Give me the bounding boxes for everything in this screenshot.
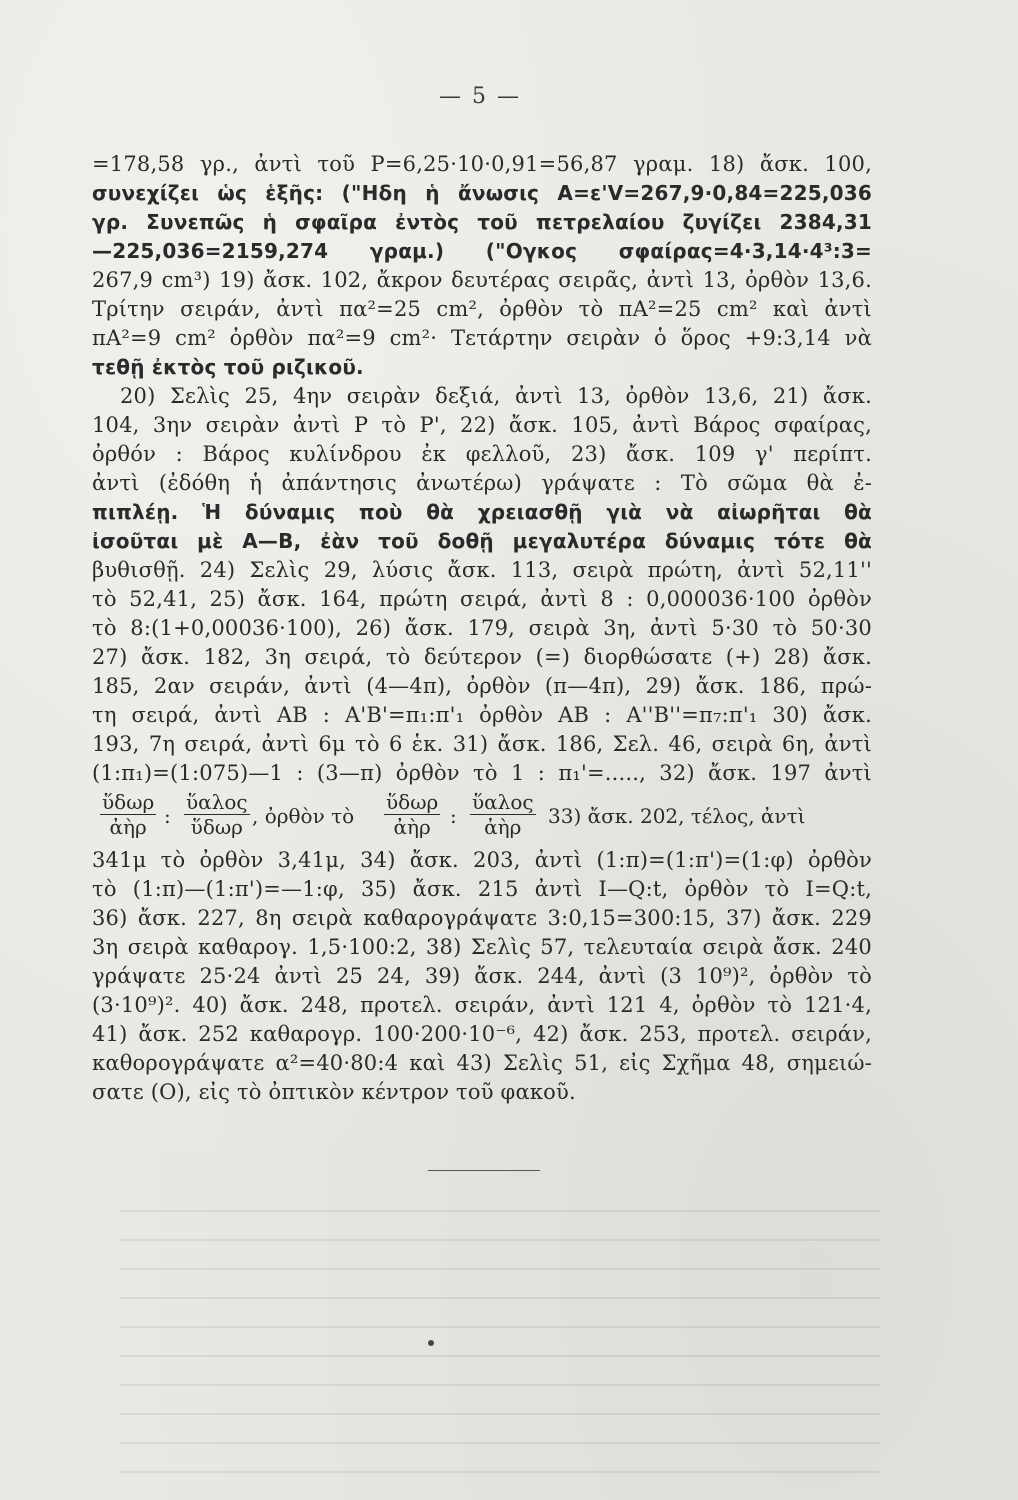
text-line: ὀρθόν : Βάρος κυλίνδρου ἐκ φελλοῦ, 23) ἄσκ. 109 γ' περίπτ. [92, 442, 872, 466]
text-line: 27) ἄσκ. 182, 3η σειρά, τὸ δεύτερον (=) διορθώσατε (+) 28) ἄσκ. [92, 645, 872, 669]
text-line: —225,036=2159,274 γραμ.) ("Ογκος σφαίρας=4·3,14·4³:3= [92, 239, 872, 263]
fraction-numerator: ὕαλος [186, 790, 248, 814]
text-line: 341μ τὸ ὀρθὸν 3,41μ, 34) ἄσκ. 203, ἀντὶ (1:π)=(1:π')=(1:φ) ὀρθὸν [92, 848, 872, 872]
text-line: ἀντὶ (ἐδόθη ἡ ἀπάντησις ἀνωτέρω) γράψατε : Τὸ σῶμα θὰ ἐ- [92, 471, 872, 495]
text-line: τὸ (1:π)—(1:π')=—1:φ, 35) ἄσκ. 215 ἀντὶ Ι—Q:t, ὀρθὸν τὸ Ι=Q:t, [92, 877, 872, 901]
text-line: συνεχίζει ὡς ἑξῆς: ("Ηδη ἡ ἄνωσις Α=ε'V=267,9·0,84=225,036 [92, 181, 872, 205]
fraction-numerator: ὕδωρ [386, 790, 439, 814]
fraction-numerator: ὕδωρ [102, 790, 155, 814]
show-through-bleed [120, 1210, 880, 1500]
page-number: — 5 — [439, 84, 521, 109]
section-divider [428, 1170, 540, 1171]
fraction-colon: : [450, 804, 457, 828]
fraction-denominator: ἀὴρ [109, 815, 147, 839]
fraction-denominator: ὕδωρ [190, 815, 243, 839]
fraction-text: 33) ἄσκ. 202, τέλος, ἀντὶ [548, 804, 806, 828]
fraction [384, 790, 440, 839]
fraction-line [92, 788, 872, 846]
fraction-numerator: ὕαλος [472, 790, 534, 814]
text-line: (3·10⁹)². 40) ἄσκ. 248, προτελ. σειράν, ἀντὶ 121 4, ὀρθὸν τὸ 121·4, [92, 993, 872, 1017]
text-line: σατε (Ο), εἰς τὸ ὀπτικὸν κέντρον τοῦ φακοῦ. [92, 1080, 576, 1104]
text-line: 104, 3ην σειρὰν ἀντὶ Ρ τὸ Ρ', 22) ἄσκ. 105, ἀντὶ Βάρος σφαίρας, [92, 413, 872, 437]
text-line: τὸ 52,41, 25) ἄσκ. 164, πρώτη σειρά, ἀντὶ 8 : 0,000036·100 ὀρθὸν [92, 587, 872, 611]
text-line: βυθισθῇ. 24) Σελὶς 29, λύσις ἄσκ. 113, σειρὰ πρώτη, ἀντὶ 52,11'' [92, 558, 872, 582]
text-line: 36) ἄσκ. 227, 8η σειρὰ καθαρογράψατε 3:0,15=300:15, 37) ἄσκ. 229 [92, 906, 872, 930]
text-line: πιπλέῃ. Ἡ δύναμις ποὺ θὰ χρειασθῇ γιὰ νὰ αἰωρῆται θὰ [92, 500, 872, 524]
fraction-denominator: ἀὴρ [484, 815, 522, 839]
text-line: 267,9 cm³) 19) ἄσκ. 102, ἄκρον δευτέρας σειρᾶς, ἀντὶ 13, ὀρθὸν 13,6. [92, 268, 872, 292]
text-line: ἰσοῦται μὲ Α—Β, ἐὰν τοῦ δοθῇ μεγαλυτέρα δύναμις τότε θὰ [92, 529, 872, 553]
text-line: τὸ 8:(1+0,00036·100), 26) ἄσκ. 179, σειρὰ 3η, ἀντὶ 5·30 τὸ 50·30 [92, 616, 872, 640]
text-line: γράψατε 25·24 ἀντὶ 25 24, 39) ἄσκ. 244, ἀντὶ (3 10⁹)², ὀρθὸν τὸ [92, 964, 872, 988]
fraction-text: , ὀρθὸν τὸ [252, 804, 355, 828]
text-line: γρ. Συνεπῶς ἡ σφαῖρα ἐντὸς τοῦ πετρελαίου ζυγίζει 2384,31 [92, 210, 872, 234]
text-line: 20) Σελὶς 25, 4ην σειρὰν δεξιά, ἀντὶ 13, ὀρθὸν 13,6, 21) ἄσκ. [120, 384, 872, 408]
text-line: 193, 7η σειρά, ἀντὶ 6μ τὸ 6 ἑκ. 31) ἄσκ. 186, Σελ. 46, σειρὰ 6η, ἀντὶ [92, 732, 872, 756]
text-line: 41) ἄσκ. 252 καθαρογρ. 100·200·10⁻⁶, 42) ἄσκ. 253, προτελ. σειράν, [92, 1022, 872, 1046]
text-line: =178,58 γρ., ἀντὶ τοῦ Ρ=6,25·10·0,91=56,87 γραμ. 18) ἄσκ. 100, [92, 152, 872, 176]
text-line: (1:π₁)=(1:075)—1 : (3—π) ὀρθὸν τὸ 1 : π₁'=....., 32) ἄσκ. 197 ἀντὶ [92, 761, 872, 785]
text-line: 185, 2αν σειράν, ἀντὶ (4—4π), ὀρθὸν (π—4π), 29) ἄσκ. 186, πρώ- [92, 674, 872, 698]
text-line: Τρίτην σειράν, ἀντὶ πα²=25 cm², ὀρθὸν τὸ πΑ²=25 cm² καὶ ἀντὶ [92, 297, 872, 321]
text-line: τη σειρά, ἀντὶ ΑΒ : Α'Β'=π₁:π'₁ ὀρθὸν ΑΒ : Α''Β''=π₇:π'₁ 30) ἄσκ. [92, 703, 872, 727]
fraction-colon: : [164, 804, 171, 828]
text-line: 3η σειρὰ καθαρογ. 1,5·100:2, 38) Σελὶς 57, τελευταία σειρὰ ἄσκ. 240 [92, 935, 872, 959]
text-line: τεθῇ ἐκτὸς τοῦ ριζικοῦ. [92, 355, 364, 379]
errata-text [92, 150, 872, 1107]
text-line: καθορογράψατε α²=40·80:4 καὶ 43) Σελὶς 51, εἰς Σχῆμα 48, σημειώ- [92, 1051, 872, 1075]
text-line: πΑ²=9 cm² ὀρθὸν πα²=9 cm²· Τετάρτην σειρὰν ὁ ὅρος +9:3,14 νὰ [92, 326, 872, 350]
fraction [470, 790, 536, 839]
fraction [100, 790, 156, 839]
fraction [184, 790, 250, 839]
fraction-denominator: ἀὴρ [393, 815, 431, 839]
ink-speck [428, 1340, 434, 1346]
